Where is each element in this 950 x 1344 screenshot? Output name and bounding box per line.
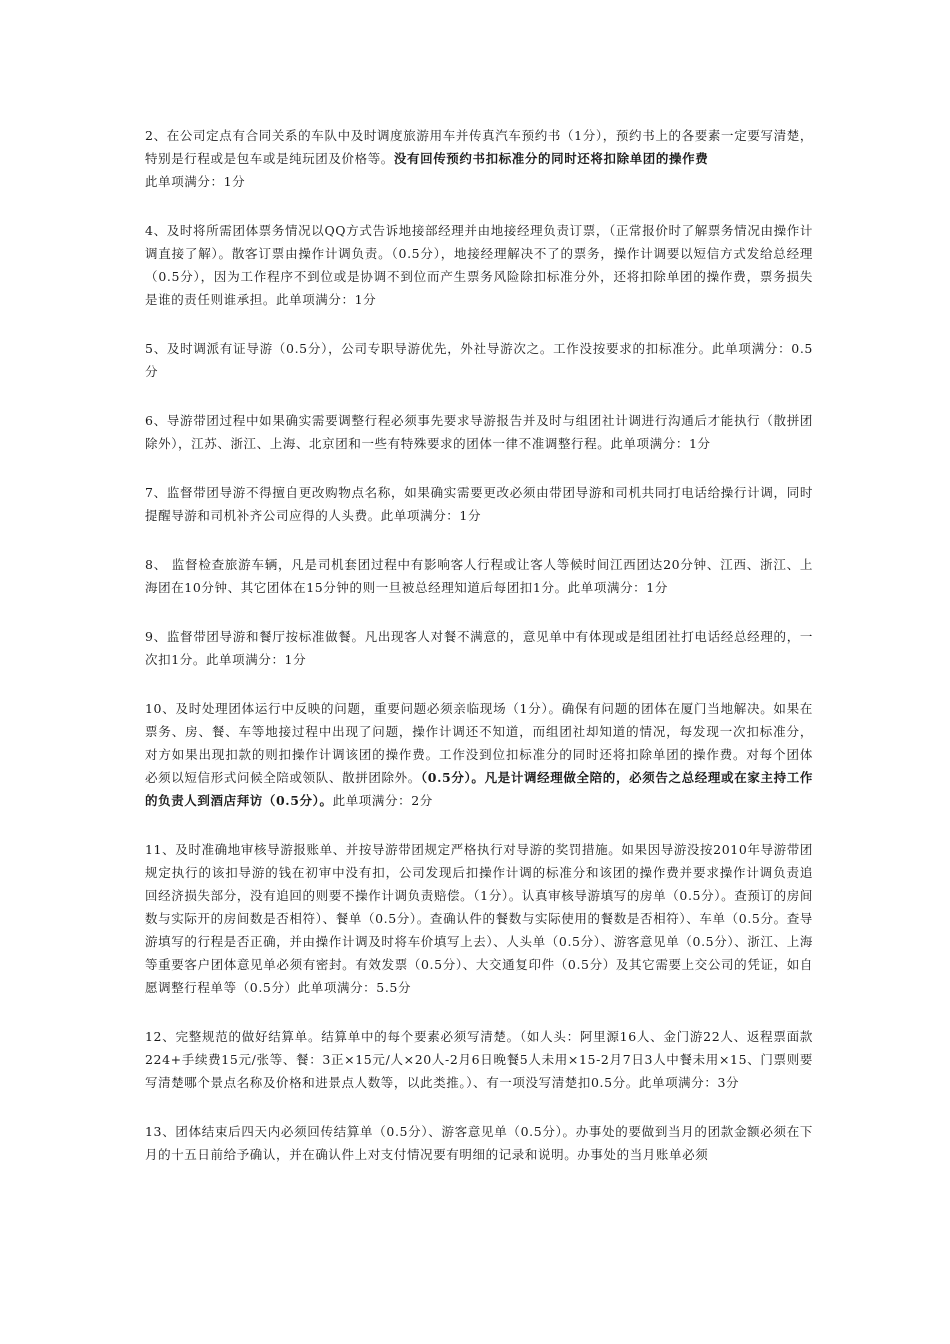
paragraph-item-12 <box>145 1025 813 1094</box>
score-text: 此单项满分：2分 <box>332 793 433 808</box>
paragraph-text: 8、 监督检查旅游车辆，凡是司机套团过程中有影响客人行程或让客人等候时间江西团达20分钟、江西、浙江、上海团在10分钟、其它团体在15分钟的则一旦被总经理知道后每团扣1分。此单项满分：1分 <box>145 557 813 595</box>
document-body <box>145 124 813 1192</box>
paragraph-text: 10、及时处理团体运行中反映的问题，重要问题必须亲临现场（1分）。确保有问题的团体在厦门当地解决。如果在票务、房、餐、车等地接过程中出现了问题，操作计调还不知道，而组团社却知道的情况，每发现一次扣标准分，对方如果出现扣款的则扣操作计调该团的操作费。工作没到位扣标准分的同时还将扣除单团的操作费。对每个团体必须以短信形式问候全陪或领队、散拼团除外。 <box>145 701 813 785</box>
paragraph-item-2 <box>145 124 813 193</box>
paragraph-item-8 <box>145 553 813 599</box>
bold-text: 没有回传预约书扣标准分的同时还将扣除单团的操作费 <box>393 151 709 166</box>
paragraph-text: 7、监督带团导游不得擅自更改购物点名称，如果确实需要更改必须由带团导游和司机共同打电话给操行计调，同时提醒导游和司机补齐公司应得的人头费。此单项满分：1分 <box>145 485 813 523</box>
paragraph-text: 11、及时准确地审核导游报账单、并按导游带团规定严格执行对导游的奖罚措施。如果因导游没按2010年导游带团规定执行的该扣导游的钱在初审中没有扣，公司发现后扣操作计调的标准分和该团的操作费并要求操作计调负责追回经济损失部分，没有追回的则要不操作计调负责赔偿。（1分）。认真审核导游填写的房单（0.5分）。查预订的房间数与实际开的房间数是否相符）、餐单（0.5分）。查确认件的餐数与实际使用的餐数是否相符）、车单（0.5分。查导游填写的行程是否正确，并由操作计调及时将车价填写上去）、人头单（0.5分）、游客意见单（0.5分）、浙江、上海等重要客户团体意见单必须有密封。有效发票（0.5分）、大交通复印件（0.5分）及其它需要上交公司的凭证，如自愿调整行程单等（0.5分）此单项满分：5.5分 <box>145 842 813 995</box>
paragraph-item-5 <box>145 337 813 383</box>
paragraph-text: 12、完整规范的做好结算单。结算单中的每个要素必须写清楚。（如人头：阿里源16人、金门游22人、返程票面款224+手续费15元/张等、餐：3正×15元/人×20人-2月6日晚餐5人未用×15-2月7日3人中餐未用×15、门票则要写清楚哪个景点名称及价格和进景点人数等，以此类推。）、有一项没写清楚扣0.5分。此单项满分：3分 <box>145 1029 813 1090</box>
paragraph-item-6 <box>145 409 813 455</box>
bold-text: （0.5分）。凡是计调经理做全陪的，必须告之总经理或在家主持工作的负责人到酒店拜访（0.5分）。 <box>145 770 813 808</box>
paragraph-item-13 <box>145 1120 813 1166</box>
paragraph-item-9 <box>145 625 813 671</box>
score-text: 此单项满分：1分 <box>145 174 246 189</box>
paragraph-item-7 <box>145 481 813 527</box>
paragraph-text: 5、及时调派有证导游（0.5分），公司专职导游优先，外社导游次之。工作没按要求的扣标准分。此单项满分：0.5分 <box>145 341 813 379</box>
paragraph-item-11 <box>145 838 813 999</box>
paragraph-text: 13、团体结束后四天内必须回传结算单（0.5分）、游客意见单（0.5分）。办事处的要做到当月的团款金额必须在下月的十五日前给予确认，并在确认件上对支付情况要有明细的记录和说明。办事处的当月账单必须 <box>145 1124 813 1162</box>
paragraph-item-10 <box>145 697 813 812</box>
paragraph-text: 9、监督带团导游和餐厅按标准做餐。凡出现客人对餐不满意的，意见单中有体现或是组团社打电话经总经理的，一次扣1分。此单项满分：1分 <box>145 629 813 667</box>
paragraph-text: 2、在公司定点有合同关系的车队中及时调度旅游用车并传真汽车预约书（1分），预约书上的各要素一定要写清楚，特别是行程或是包车或是纯玩团及价格等。 <box>145 128 813 166</box>
paragraph-text: 6、导游带团过程中如果确实需要调整行程必须事先要求导游报告并及时与组团社计调进行沟通后才能执行（散拼团除外），江苏、浙江、上海、北京团和一些有特殊要求的团体一律不准调整行程。此单项满分：1分 <box>145 413 813 451</box>
paragraph-text: 4、及时将所需团体票务情况以QQ方式告诉地接部经理并由地接经理负责订票，（正常报价时了解票务情况由操作计调直接了解）。散客订票由操作计调负责。（0.5分），地接经理解决不了的票务，操作计调要以短信方式发给总经理（0.5分），因为工作程序不到位或是协调不到位而产生票务风险除扣标准分外，还将扣除单团的操作费，票务损失是谁的责任则谁承担。此单项满分：1分 <box>145 223 813 307</box>
paragraph-item-4 <box>145 219 813 311</box>
